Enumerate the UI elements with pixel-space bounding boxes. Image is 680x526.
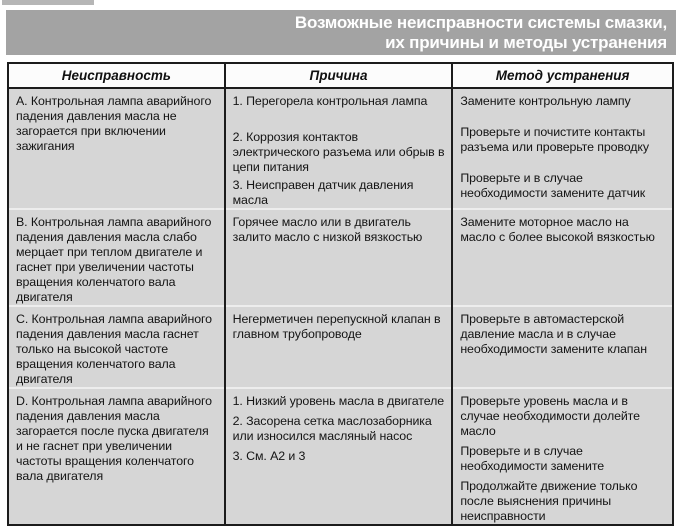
fault-text: C. Контрольная лампа аварийного падения давления масла гаснет только на высокой частоте вращения коленчатого вала двигателя [16, 312, 212, 386]
scan-artifact [2, 0, 94, 5]
cause-cell [225, 388, 453, 525]
cause-item: 3. Неисправен датчик давления масла [232, 178, 414, 207]
header-row [8, 63, 673, 88]
fault-text: B. Контрольная лампа аварийного падения давления масла слабо мерцает при теплом двигателе и гаснет при увеличении частоты вращения коленчатого вала двигателя [16, 215, 212, 304]
header-cell-remedy: Метод устранения [452, 63, 673, 88]
fault-text: D. Контрольная лампа аварийного падения давления масла загорается после пуска двигателя и не гаснет при увеличении частоты вращения коленчатого вала двигателя [16, 394, 212, 483]
remedy-item: Продолжайте движение только после выяснения причины неисправности [460, 479, 638, 523]
cause-item: Горячее масло или в двигатель залито масло с низкой вязкостью [232, 215, 423, 244]
remedy-item: Проверьте и почистите контакты разъема или проверьте проводку [460, 125, 649, 154]
table-row-b [8, 209, 673, 306]
fault-cell [8, 209, 225, 306]
remedy-item: Проверьте уровень масла и в случае необходимости долейте масло [460, 394, 640, 438]
remedy-item: Замените моторное масло на масло с более высокой вязкостью [460, 215, 655, 244]
fault-text: A. Контрольная лампа аварийного падения давления масла не загорается при включении зажигания [16, 94, 212, 153]
header-cell-fault: Неисправность [8, 63, 225, 88]
cause-item: 1. Перегорела контрольная лампа [232, 94, 428, 108]
cause-item: 2. Коррозия контактов электрического разъема или обрыв в цепи питания [232, 130, 445, 174]
page-title-line2: их причины и методы устранения [385, 33, 667, 52]
remedy-cell [452, 306, 673, 388]
table-row-c [8, 306, 673, 388]
table-row-a [8, 88, 673, 209]
page-title-line1: Возможные неисправности системы смазки, [294, 13, 667, 32]
cause-item: 3. См. А2 и 3 [232, 449, 306, 463]
remedy-item: Проверьте в автомастерской давление масла и в случае необходимости замените клапан [460, 312, 647, 356]
fault-cell [8, 388, 225, 525]
cause-cell [225, 209, 453, 306]
fault-cell [8, 306, 225, 388]
fault-cell [8, 88, 225, 209]
fault-table [7, 62, 674, 526]
remedy-item: Проверьте и в случае необходимости замените датчик [460, 171, 646, 200]
cause-cell [225, 88, 453, 209]
remedy-item: Замените контрольную лампу [460, 94, 631, 108]
table-row-d [8, 388, 673, 525]
remedy-cell [452, 209, 673, 306]
cause-item: 2. Засорена сетка маслозаборника или износился масляный насос [232, 414, 432, 443]
header-cell-cause: Причина [225, 63, 453, 88]
cause-item: Негерметичен перепускной клапан в главном трубопроводе [232, 312, 441, 341]
remedy-cell [452, 88, 673, 209]
page-title [6, 10, 676, 55]
cause-cell [225, 306, 453, 388]
remedy-cell [452, 388, 673, 525]
cause-item: 1. Низкий уровень масла в двигателе [232, 394, 445, 408]
remedy-item: Проверьте и в случае необходимости замените [460, 444, 605, 473]
